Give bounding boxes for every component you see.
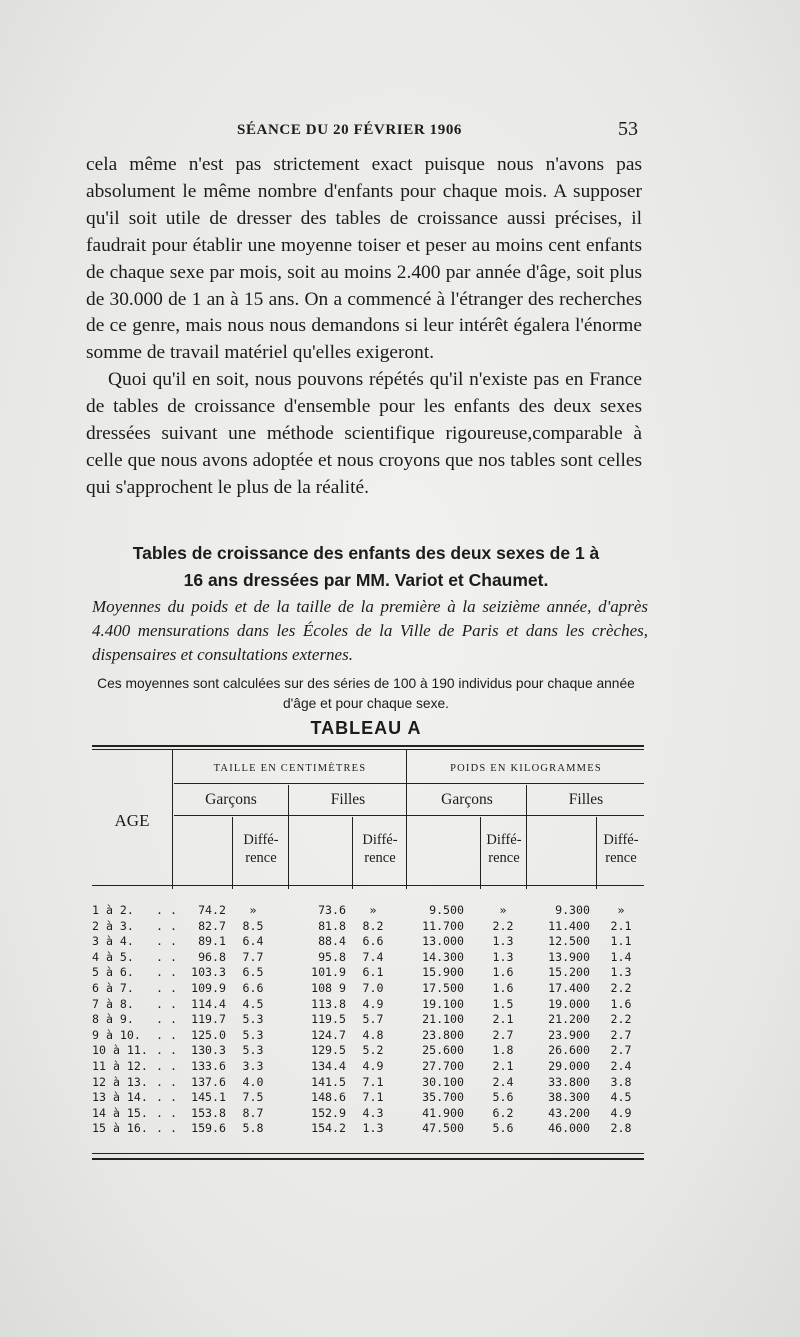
- age-cell: [92, 1121, 177, 1136]
- poids-garcons-cell: 27.700: [422, 1058, 464, 1073]
- poids-filles-diff-cell: 2.2: [610, 1012, 632, 1027]
- taille-garcons-cell: 125.0: [191, 1027, 226, 1042]
- poids-filles-cell: 17.400: [548, 980, 590, 995]
- poids-filles-difference: [598, 831, 644, 867]
- age-cell: [92, 1012, 177, 1027]
- poids-garcons-cell: 13.000: [422, 934, 464, 949]
- age-cell: [92, 934, 177, 949]
- poids-garcons-cell: 14.300: [422, 949, 464, 964]
- poids-filles-cell: 9.300: [555, 903, 590, 917]
- taille-garcons-cell: 137.6: [191, 1074, 226, 1089]
- poids-filles-diff-cell: 2.7: [610, 1027, 632, 1042]
- taille-filles-cell: 73.6: [318, 903, 346, 917]
- table-row: [92, 965, 644, 981]
- table-top-rule-2: [92, 749, 644, 750]
- table-row: [92, 903, 644, 919]
- table-row: [92, 934, 644, 950]
- taille-filles-cell: 152.9: [311, 1105, 346, 1120]
- poids-filles-diff-cell: 1.6: [610, 996, 632, 1011]
- poids-garcons-header: Garçons: [441, 791, 493, 808]
- taille-filles-difference: [354, 831, 406, 867]
- poids-filles-diff-cell: 4.9: [610, 1105, 632, 1120]
- difference-line-2: rence: [245, 850, 277, 866]
- leader-dots: . .: [156, 949, 177, 964]
- poids-garcons-difference: [482, 831, 526, 867]
- difference-line-2: rence: [605, 850, 637, 866]
- taille-garcons-diff-cell: 7.5: [242, 1090, 264, 1105]
- taille-garcons-cell: 74.2: [198, 903, 226, 917]
- poids-garcons-cell: 19.100: [422, 996, 464, 1011]
- table-title: [86, 540, 646, 594]
- poids-filles-diff-cell: 2.7: [610, 1043, 632, 1058]
- taille-filles-cell: 95.8: [318, 949, 346, 964]
- poids-garcons-diff-cell: 2.1: [492, 1058, 514, 1073]
- age-label: 10 à 11.: [92, 1043, 148, 1058]
- taille-filles-diff-cell: 4.9: [362, 1058, 384, 1073]
- poids-filles-cell: 29.000: [548, 1058, 590, 1073]
- table-row: [92, 1090, 644, 1106]
- taille-filles-cell: 124.7: [311, 1027, 346, 1042]
- leader-dots: . .: [156, 1058, 177, 1073]
- taille-filles-diff-cell: 6.1: [362, 965, 384, 980]
- poids-filles-diff-cell: 2.1: [610, 918, 632, 933]
- taille-garcons-diff-cell: 6.6: [242, 980, 264, 995]
- taille-garcons-diff-cell: 6.5: [242, 965, 264, 980]
- table-row: [92, 1059, 644, 1075]
- taille-filles-diff-cell: 7.1: [362, 1090, 384, 1105]
- leader-dots: . .: [156, 934, 177, 949]
- taille-filles-diff-cell: 1.3: [362, 1121, 384, 1136]
- poids-filles-cell: 23.900: [548, 1027, 590, 1042]
- table-note: Ces moyennes sont calculées sur des séries de 100 à 190 individus pour chaque année d'âge et pour chaque sexe.: [97, 676, 635, 711]
- subgroup-rule: [174, 815, 644, 816]
- poids-filles-diff-cell: 1.4: [610, 949, 632, 964]
- poids-filles-cell: 15.200: [548, 965, 590, 980]
- poids-garcons-diff-cell: 2.4: [492, 1074, 514, 1089]
- age-cell: [92, 903, 177, 917]
- taille-garcons-cell: 133.6: [191, 1058, 226, 1073]
- age-label: 3 à 4.: [92, 934, 134, 949]
- poids-filles-diff-cell: 1.1: [610, 934, 632, 949]
- leader-dots: . .: [156, 1043, 177, 1058]
- age-label: 13 à 14.: [92, 1090, 148, 1105]
- difference-line-2: rence: [364, 850, 396, 866]
- table-row: [92, 1043, 644, 1059]
- taille-filles-cell: 154.2: [311, 1121, 346, 1136]
- taille-garcons-cell: 153.8: [191, 1105, 226, 1120]
- table-row: [92, 1028, 644, 1044]
- age-label: 7 à 8.: [92, 996, 134, 1011]
- taille-garcons-diff-cell: 5.3: [242, 1043, 264, 1058]
- age-label: 9 à 10.: [92, 1027, 141, 1042]
- paragraph-2: Quoi qu'il en soit, nous pouvons répétés qu'il n'existe pas en France de tables de croissance d'ensemble pour les enfants des deux sexes dressées suivant une méthode scientifique rigoureuse,comparable à celle que nous avons adoptée et nous croyons que nos tables sont celles qui s'approchent le plus de la réalité.: [86, 369, 642, 498]
- poids-filles-diff-cell: 3.8: [610, 1074, 632, 1089]
- leader-dots: . .: [156, 903, 177, 917]
- poids-garcons-cell: 17.500: [422, 980, 464, 995]
- poids-filles-cell: 38.300: [548, 1090, 590, 1105]
- poids-filles-diff-cell: 1.3: [610, 965, 632, 980]
- poids-filles-diff-cell: 2.8: [610, 1121, 632, 1136]
- taille-garcons-diff-cell: 5.3: [242, 1027, 264, 1042]
- leader-dots: . .: [156, 918, 177, 933]
- poids-garcons-diff-cell: 1.8: [492, 1043, 514, 1058]
- poids-garcons-cell: 41.900: [422, 1105, 464, 1120]
- leader-dots: . .: [156, 1090, 177, 1105]
- taille-garcons-diff-cell: 8.7: [242, 1105, 264, 1120]
- age-cell: [92, 1043, 177, 1058]
- poids-garcons-diff-cell: 1.3: [492, 934, 514, 949]
- poids-garcons-diff-cell: 2.2: [492, 918, 514, 933]
- leader-dots: . .: [156, 1012, 177, 1027]
- table-bottom-rule: [92, 1153, 644, 1154]
- poids-garcons-cell: 23.800: [422, 1027, 464, 1042]
- taille-garcons-header: Garçons: [205, 791, 257, 808]
- age-label: 1 à 2.: [92, 903, 134, 917]
- poids-garcons-cell: 15.900: [422, 965, 464, 980]
- poids-garcons-cell: 35.700: [422, 1090, 464, 1105]
- poids-garcons-diff-cell: 5.6: [492, 1121, 514, 1136]
- table-row: [92, 919, 644, 935]
- header-bottom-rule: [92, 885, 644, 886]
- taille-filles-diff-cell: 4.8: [362, 1027, 384, 1042]
- table-row: [92, 1106, 644, 1122]
- taille-garcons-difference: [234, 831, 288, 867]
- taille-garcons-cell: 130.3: [191, 1043, 226, 1058]
- poids-filles-cell: 19.000: [548, 996, 590, 1011]
- taille-garcons-diff-cell: 6.4: [242, 934, 264, 949]
- taille-filles-cell: 88.4: [318, 934, 346, 949]
- table-subtitle: Moyennes du poids et de la taille de la première à la seizième année, d'après 4.400 mensurations dans les Écoles de la Ville de Paris et dans les crèches, dispensaires et consultations externes.: [92, 597, 648, 664]
- growth-table: [92, 745, 644, 1165]
- leader-dots: . .: [156, 1105, 177, 1120]
- table-body: [92, 903, 644, 1137]
- taille-filles-cell: 141.5: [311, 1074, 346, 1089]
- poids-filles-cell: 46.000: [548, 1121, 590, 1136]
- taille-garcons-cell: 159.6: [191, 1121, 226, 1136]
- running-title: SÉANCE DU 20 FÉVRIER 1906: [237, 122, 463, 138]
- difference-line-1: Diffé-: [243, 832, 279, 848]
- taille-garcons-diff-cell: 7.7: [242, 949, 264, 964]
- taille-filles-diff-cell: 6.6: [362, 934, 384, 949]
- paragraph-1: cela même n'est pas strictement exact puisque nous n'avons pas absolument le même nombre d'enfants pour chaque mois. A supposer qu'il soit utile de dresser des tables de croissance aussi précises, il faudrait pour établir une moyenne toiser et peser au moins cent enfants de chaque sexe par mois, soit au moins 2.400 par année d'âge, soit plus de 30.000 de 1 an à 15 ans. On a commencé à l'étranger des recherches de ce genre, mais nous nous demandons si leur intérêt égalera l'énorme somme de travail matériel qu'elles exigeront.: [86, 154, 642, 364]
- poids-garcons-diff-cell: 6.2: [492, 1105, 514, 1120]
- taille-filles-cell: 134.4: [311, 1058, 346, 1073]
- table-title-line-2: 16 ans dressées par MM. Variot et Chaumet.: [183, 570, 549, 590]
- taille-garcons-cell: 89.1: [198, 934, 226, 949]
- leader-dots: . .: [156, 996, 177, 1011]
- poids-filles-diff-cell: 2.4: [610, 1058, 632, 1073]
- poids-filles-cell: 13.900: [548, 949, 590, 964]
- taille-filles-cell: 129.5: [311, 1043, 346, 1058]
- table-caption: TABLEAU A: [310, 718, 422, 738]
- difference-line-1: Diffé-: [486, 832, 522, 848]
- taille-filles-cell: 108 9: [311, 980, 346, 995]
- poids-garcons-cell: 25.600: [422, 1043, 464, 1058]
- age-cell: [92, 1027, 177, 1042]
- age-cell: [92, 1058, 177, 1073]
- group-rule: [174, 783, 644, 784]
- taille-garcons-cell: 145.1: [191, 1090, 226, 1105]
- taille-garcons-diff-cell: »: [249, 903, 257, 917]
- poids-filles-diff-cell: 2.2: [610, 980, 632, 995]
- poids-garcons-diff-cell: 2.7: [492, 1027, 514, 1042]
- taille-filles-diff-cell: 5.7: [362, 1012, 384, 1027]
- taille-filles-cell: 119.5: [311, 1012, 346, 1027]
- taille-filles-cell: 101.9: [311, 965, 346, 980]
- age-label: 12 à 13.: [92, 1074, 148, 1089]
- leader-dots: . .: [156, 1074, 177, 1089]
- taille-filles-cell: 81.8: [318, 918, 346, 933]
- taille-garcons-diff-cell: 8.5: [242, 918, 264, 933]
- table-row: [92, 1121, 644, 1137]
- table-row: [92, 997, 644, 1013]
- leader-dots: . .: [156, 965, 177, 980]
- taille-filles-diff-cell: 4.9: [362, 996, 384, 1011]
- poids-filles-cell: 33.800: [548, 1074, 590, 1089]
- table-title-line-1: Tables de croissance des enfants des deux sexes de 1 à: [132, 543, 600, 563]
- poids-filles-diff-cell: »: [617, 903, 625, 917]
- poids-garcons-diff-cell: 1.3: [492, 949, 514, 964]
- taille-garcons-cell: 82.7: [198, 918, 226, 933]
- difference-line-1: Diffé-: [362, 832, 398, 848]
- poids-header: POIDS EN KILOGRAMMES: [450, 763, 602, 774]
- taille-filles-cell: 113.8: [311, 996, 346, 1011]
- taille-garcons-diff-cell: 4.5: [242, 996, 264, 1011]
- poids-garcons-diff-cell: 5.6: [492, 1090, 514, 1105]
- taille-garcons-diff-cell: 5.8: [242, 1121, 264, 1136]
- poids-garcons-cell: 30.100: [422, 1074, 464, 1089]
- age-cell: [92, 1105, 177, 1120]
- poids-garcons-cell: 21.100: [422, 1012, 464, 1027]
- taille-garcons-cell: 109.9: [191, 980, 226, 995]
- age-label: 5 à 6.: [92, 965, 134, 980]
- page-number: 53: [618, 118, 638, 140]
- difference-line-1: Diffé-: [603, 832, 639, 848]
- poids-garcons-diff-cell: 1.6: [492, 965, 514, 980]
- taille-filles-header: Filles: [330, 791, 366, 808]
- table-row: [92, 950, 644, 966]
- age-cell: [92, 918, 177, 933]
- leader-dots: . .: [156, 980, 177, 995]
- taille-filles-diff-cell: 4.3: [362, 1105, 384, 1120]
- body-text: [86, 152, 642, 502]
- poids-filles-diff-cell: 4.5: [610, 1090, 632, 1105]
- poids-filles-cell: 11.400: [548, 918, 590, 933]
- poids-garcons-cell: 47.500: [422, 1121, 464, 1136]
- taille-filles-cell: 148.6: [311, 1090, 346, 1105]
- poids-garcons-diff-cell: 1.6: [492, 980, 514, 995]
- taille-garcons-cell: 96.8: [198, 949, 226, 964]
- age-label: 2 à 3.: [92, 918, 134, 933]
- age-label: 11 à 12.: [92, 1058, 148, 1073]
- table-row: [92, 981, 644, 997]
- age-cell: [92, 949, 177, 964]
- age-cell: [92, 1074, 177, 1089]
- running-header: [0, 118, 800, 142]
- age-label: 4 à 5.: [92, 949, 134, 964]
- age-label: 15 à 16.: [92, 1121, 148, 1136]
- taille-header: TAILLE EN CENTIMÈTRES: [213, 763, 367, 774]
- table-row: [92, 1075, 644, 1091]
- poids-garcons-diff-cell: »: [499, 903, 507, 917]
- taille-filles-diff-cell: »: [369, 903, 377, 917]
- poids-garcons-cell: 9.500: [429, 903, 464, 917]
- age-label: 6 à 7.: [92, 980, 134, 995]
- taille-garcons-cell: 119.7: [191, 1012, 226, 1027]
- poids-garcons-diff-cell: 2.1: [492, 1012, 514, 1027]
- taille-filles-diff-cell: 7.1: [362, 1074, 384, 1089]
- table-row: [92, 1012, 644, 1028]
- taille-garcons-cell: 103.3: [191, 965, 226, 980]
- taille-filles-diff-cell: 7.4: [362, 949, 384, 964]
- poids-filles-cell: 26.600: [548, 1043, 590, 1058]
- table-top-rule: [92, 745, 644, 747]
- poids-garcons-diff-cell: 1.5: [492, 996, 514, 1011]
- age-cell: [92, 996, 177, 1011]
- poids-filles-cell: 43.200: [548, 1105, 590, 1120]
- poids-filles-cell: 12.500: [548, 934, 590, 949]
- table-bottom-rule-2: [92, 1158, 644, 1160]
- leader-dots: . .: [156, 1121, 177, 1136]
- taille-garcons-diff-cell: 5.3: [242, 1012, 264, 1027]
- age-header: AGE: [114, 811, 150, 830]
- leader-dots: . .: [156, 1027, 177, 1042]
- age-cell: [92, 1090, 177, 1105]
- taille-filles-diff-cell: 5.2: [362, 1043, 384, 1058]
- taille-filles-diff-cell: 8.2: [362, 918, 384, 933]
- taille-garcons-diff-cell: 3.3: [242, 1058, 264, 1073]
- age-cell: [92, 980, 177, 995]
- taille-garcons-cell: 114.4: [191, 996, 226, 1011]
- poids-filles-header: Filles: [568, 791, 604, 808]
- age-label: 14 à 15.: [92, 1105, 148, 1120]
- age-label: 8 à 9.: [92, 1012, 134, 1027]
- difference-line-2: rence: [488, 850, 520, 866]
- age-cell: [92, 965, 177, 980]
- taille-filles-diff-cell: 7.0: [362, 980, 384, 995]
- poids-garcons-cell: 11.700: [422, 918, 464, 933]
- poids-filles-cell: 21.200: [548, 1012, 590, 1027]
- taille-garcons-diff-cell: 4.0: [242, 1074, 264, 1089]
